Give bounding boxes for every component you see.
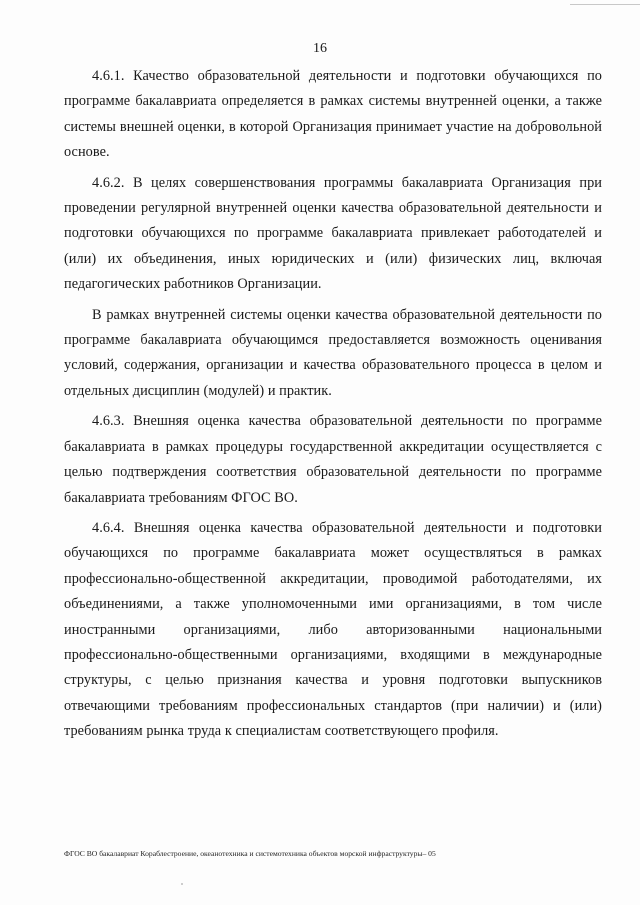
page-footer: ФГОС ВО бакалавриат Кораблестроение, океанотехника и системотехника объектов морской инфраструктуры– 05 [64,849,436,858]
paragraph-4-6-2: 4.6.2. В целях совершенствования программы бакалавриата Организация при проведении регулярной внутренней оценки качества образовательной деятельности и подготовки обучающихся по программе бакалавриата привлекает работодателей и (или) их объединения, иных юридических и (или) физических лиц, включая педагогических работников Организации. [64,174,602,293]
scan-artifact [181,883,183,885]
document-body [64,64,602,750]
scan-edge-line [570,4,640,5]
paragraph-internal-assessment: В рамках внутренней системы оценки качества образовательной деятельности по программе бакалавриата обучающимся предоставляется возможность оценивания условий, содержания, организации и качества образовательного процесса в целом и отдельных дисциплин (модулей) и практик. [64,306,602,399]
paragraph-4-6-1: 4.6.1. Качество образовательной деятельности и подготовки обучающихся по программе бакалавриата определяется в рамках системы внутренней оценки, а также системы внешней оценки, в которой Организация принимает участие на добровольной основе. [64,68,602,161]
page-number: 16 [313,41,327,56]
paragraph-4-6-3: 4.6.3. Внешняя оценка качества образовательной деятельности по программе бакалавриата в рамках процедуры государственной аккредитации осуществляется с целью подтверждения соответствия образовательной деятельности по программе бакалавриата требованиям ФГОС ВО. [64,413,602,506]
paragraph-4-6-4: 4.6.4. Внешняя оценка качества образовательной деятельности и подготовки обучающихся по программе бакалавриата может осуществляться в рамках профессионально-общественной аккредитации, проводимой работодателями, их объединениями, а также уполномоченными ими организациями, в том числе иностранными организациями, либо авторизованными национальными профессионально-общественными организациями, входящими в международные структуры, с целью признания качества и уровня подготовки выпускников отвечающими требованиям профессиональных стандартов (при наличии) и (или) требованиям рынка труда к специалистам соответствующего профиля. [64,519,602,740]
